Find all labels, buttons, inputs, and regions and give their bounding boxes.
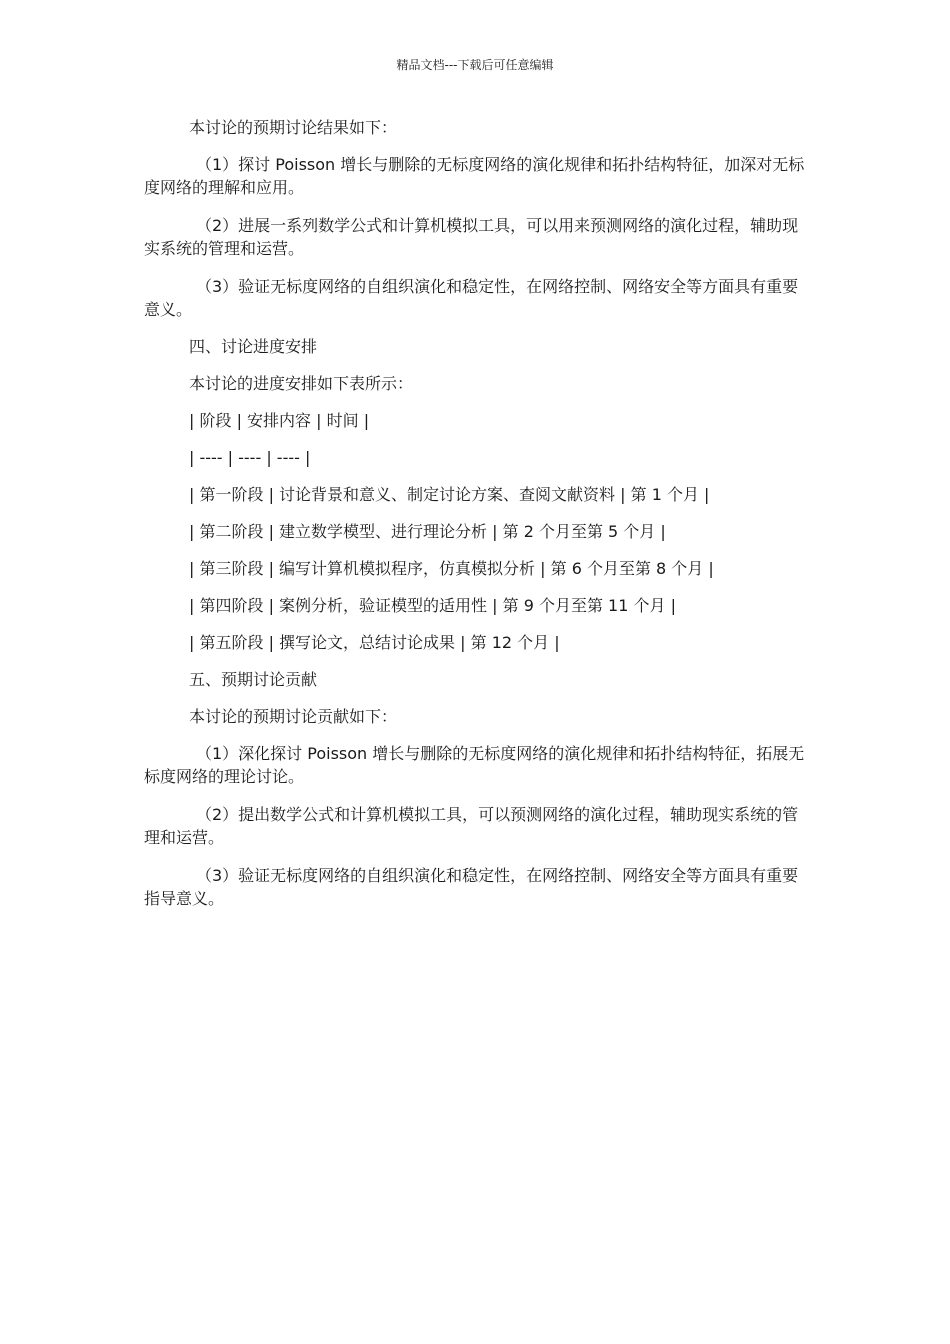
schedule-intro: 本讨论的进度安排如下表所示： <box>189 374 414 393</box>
result-item-2: （2）进展一系列数学公式和计算机模拟工具，可以用来预测网络的演化过程，辅助现实系统的管理和运营。 <box>144 216 799 258</box>
table-line: | 第三阶段 | 编写计算机模拟程序，仿真模拟分析 | 第 6 个月至第 8 个月 | <box>189 559 714 578</box>
contribution-item-1: （1）深化探讨 Poisson 增长与删除的无标度网络的演化规律和拓扑结构特征，拓展无标度网络的理论讨论。 <box>144 744 805 786</box>
contrib-intro: 本讨论的预期讨论贡献如下： <box>189 707 398 726</box>
result-item-3: （3）验证无标度网络的自组织演化和稳定性，在网络控制、网络安全等方面具有重要意义。 <box>144 277 799 319</box>
result-item-1: （1）探讨 Poisson 增长与删除的无标度网络的演化规律和拓扑结构特征，加深对无标度网络的理解和应用。 <box>144 155 805 197</box>
contribution-item-3: （3）验证无标度网络的自组织演化和稳定性，在网络控制、网络安全等方面具有重要指导意义。 <box>144 866 799 908</box>
table-line: | ---- | ---- | ---- | <box>189 448 311 467</box>
table-line: | 阶段 | 安排内容 | 时间 | <box>189 411 370 430</box>
table-line: | 第五阶段 | 撰写论文，总结讨论成果 | 第 12 个月 | <box>189 633 560 652</box>
table-line: | 第四阶段 | 案例分析，验证模型的适用性 | 第 9 个月至第 11 个月 | <box>189 596 676 615</box>
page-header: 精品文档---下载后可任意编辑 <box>396 58 554 72</box>
section-4-heading: 四、讨论进度安排 <box>189 337 318 356</box>
section-5-heading: 五、预期讨论贡献 <box>189 670 318 689</box>
results-intro: 本讨论的预期讨论结果如下： <box>189 118 398 137</box>
document-body <box>144 116 806 910</box>
contribution-item-2: （2）提出数学公式和计算机模拟工具，可以预测网络的演化过程，辅助现实系统的管理和运营。 <box>144 805 799 847</box>
table-line: | 第二阶段 | 建立数学模型、进行理论分析 | 第 2 个月至第 5 个月 | <box>189 522 666 541</box>
table-line: | 第一阶段 | 讨论背景和意义、制定讨论方案、查阅文献资料 | 第 1 个月 | <box>189 485 710 504</box>
